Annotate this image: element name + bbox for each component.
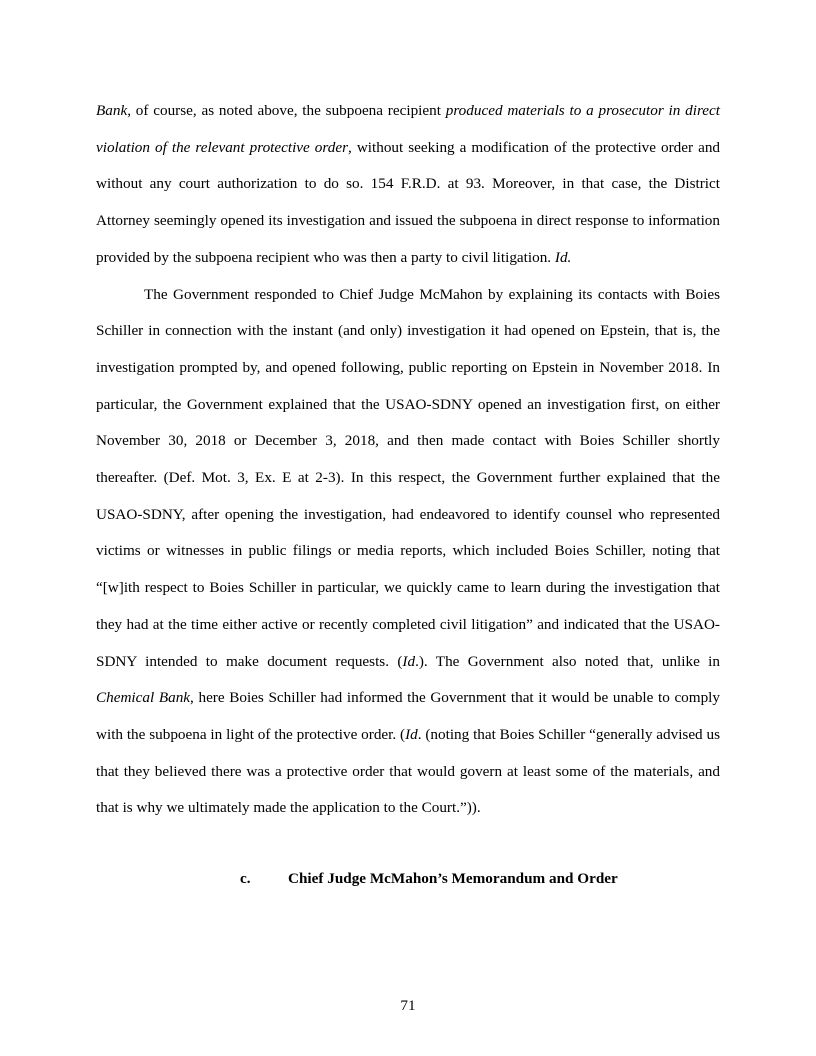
- section-title: Chief Judge McMahon’s Memorandum and Order: [288, 870, 618, 887]
- text-run: , of course, as noted above, the subpoena recipient: [127, 102, 446, 119]
- text-run: , without seeking a modification of the protective order and without any court authorization to do so. 154 F.R.D. at 93. Moreover, in that case, the District Attorney seemingly opened its investigation and issued the subpoena in direct response to information provided by the subpoena recipient who was then a party to civil litigation.: [96, 138, 721, 266]
- citation-italic: Id: [405, 725, 418, 743]
- emphasis-italic: produced materials to a prosecutor in direct violation of the relevant protective order: [96, 102, 720, 156]
- body-text: [96, 93, 720, 827]
- section-letter: c.: [240, 870, 251, 887]
- paragraph-2: [96, 277, 720, 828]
- text-run: , here Boies Schiller had informed the Government that it would be unable to comply with the subpoena in light of the protective order. (: [96, 689, 720, 743]
- case-name-italic: Bank: [96, 102, 128, 119]
- citation-italic: Id: [402, 652, 416, 670]
- text-run: .). The Government also noted that, unlike in: [415, 652, 720, 670]
- text-run: . (noting that Boies Schiller “generally advised us that they believed there was a protective order that would govern at least some of the materials, and that is why we ultimately made the application to the Court.”)).: [96, 725, 720, 817]
- case-name-italic: Chemical Bank: [96, 689, 191, 707]
- paragraph-1: [96, 93, 720, 277]
- text-run: The Government responded to Chief Judge McMahon by explaining its contacts with Boies Schiller in connection with the instant (and only) investigation it had opened on Epstein, that is, the investigation prompted by, and opened following, public reporting on Epstein in November 2018. In particular, the Government explained that the USAO-SDNY opened an investigation first, on either November 30, 2018 or December 3, 2018, and then made contact with Boies Schiller shortly thereafter. (Def. Mot. 3, Ex. E at 2-3). In this respect, the Government further explained that the USAO-SDNY, after opening the investigation, had endeavored to identify counsel who represented victims or witnesses in public filings or media reports, which included Boies Schiller, noting that “[w]ith respect to Boies Schiller in particular, we quickly came to learn during the investigation that they had at the time either active or recently completed civil litigation” and indicated that the USAO-SDNY intended to make document requests. (: [96, 285, 720, 670]
- page-number: 71: [400, 997, 416, 1014]
- citation-italic: Id.: [554, 248, 572, 266]
